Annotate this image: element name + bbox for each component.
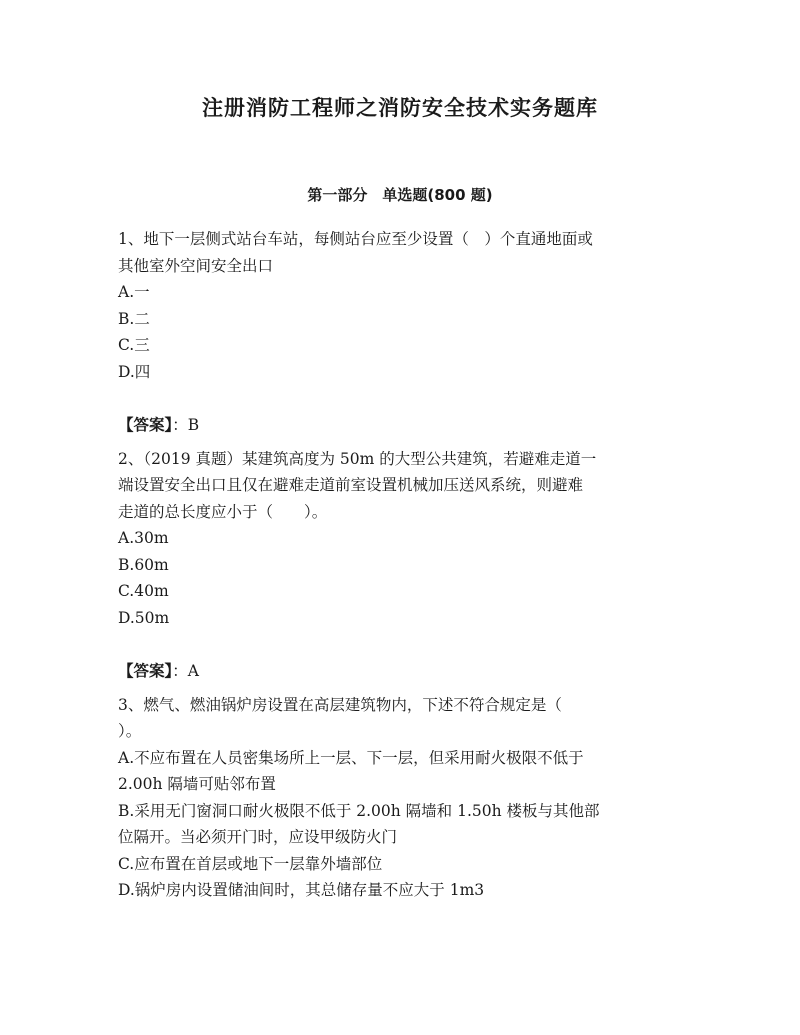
answer-label: 【答案】: [118, 662, 173, 680]
option-a-continued: 2.00h 隔墙可贴邻布置: [118, 775, 276, 793]
option-a: A.30m: [118, 529, 169, 547]
option-b: B.采用无门窗洞口耐火极限不低于 2.00h 隔墙和 1.50h 楼板与其他部: [118, 801, 600, 820]
answer-value: ：A: [172, 662, 199, 680]
section-title: 第一部分 单选题(800 题): [307, 186, 493, 204]
question-stem-line: 其他室外空间安全出口: [118, 256, 274, 275]
page-title: 注册消防工程师之消防安全技术实务题库: [202, 96, 598, 120]
option-b-continued: 位隔开。当必须开门时，应设甲级防火门: [118, 828, 398, 846]
question-1: [118, 226, 688, 439]
answer-label: 【答案】: [118, 416, 173, 434]
option-c: C.应布置在首层或地下一层靠外墙部位: [118, 854, 383, 873]
question-stem-line: 端设置安全出口且仅在避难走道前室设置机械加压送风系统，则避难: [118, 476, 584, 494]
option-d: D.四: [118, 362, 151, 381]
question-3: [118, 692, 688, 904]
answer-line: [118, 658, 688, 685]
question-stem-line: 2、（2019 真题）某建筑高度为 50m 的大型公共建筑，若避难走道一: [118, 449, 597, 468]
option-a: A.一: [118, 283, 150, 301]
option-c: C.40m: [118, 582, 169, 600]
question-list: [118, 226, 688, 904]
option-d: D.锅炉房内设置储油间时，其总储存量不应大于 1m3: [118, 881, 485, 899]
option-c: C.三: [118, 336, 150, 354]
option-b: B.60m: [118, 555, 169, 574]
option-d: D.50m: [118, 608, 170, 627]
answer-line: [118, 412, 688, 439]
answer-value: ：B: [172, 416, 200, 434]
question-stem-line: 走道的总长度应小于（ ）。: [118, 502, 328, 521]
option-a: A.不应布置在人员密集场所上一层、下一层，但采用耐火极限不低于: [118, 748, 584, 767]
question-stem-line: 1、地下一层侧式站台车站，每侧站台应至少设置（ ）个直通地面或: [118, 230, 593, 248]
question-2: [118, 446, 688, 685]
option-b: B.二: [118, 309, 150, 328]
question-stem-line: 3、燃气、燃油锅炉房设置在高层建筑物内，下述不符合规定是（: [118, 695, 562, 714]
question-stem-line: ）。: [118, 722, 142, 740]
